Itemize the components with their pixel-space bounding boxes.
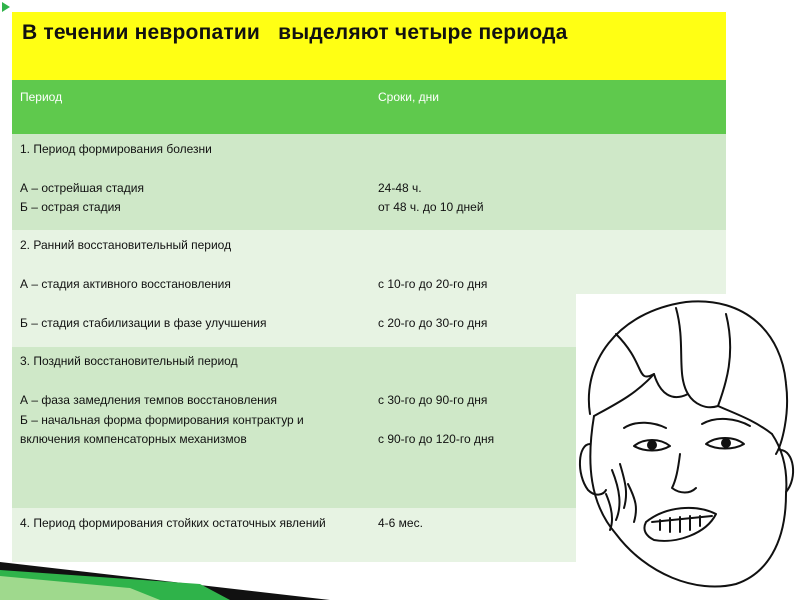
row3-title: 3. Поздний восстановительный период [20,354,238,368]
row4-duration: 4-6 мес. [378,516,423,530]
row1-duration-b: от 48 ч. до 10 дней [378,200,484,214]
row3-duration-b: с 90-го до 120-го дня [378,432,495,446]
row2-duration-a: с 10-го до 20-го дня [378,277,488,291]
table-row [12,134,726,230]
row2-stage-b: Б – стадия стабилизации в фазе улучшения [20,316,267,330]
row1-title: 1. Период формирования болезни [20,142,212,156]
header-period: Период [20,90,63,104]
row1-duration-a: 24-48 ч. [378,181,422,195]
table-header-row [12,80,726,134]
header-duration: Сроки, дни [378,90,439,104]
row2-title: 2. Ранний восстановительный период [20,238,232,252]
row3-stage-b: Б – начальная форма формирования контрактур и [20,413,304,427]
row3-stage-b-cont: включения компенсаторных механизмов [20,432,247,446]
row1-stage-b: Б – острая стадия [20,200,121,214]
row3-stage-a: А – фаза замедления темпов восстановления [20,393,277,407]
slide-title: В течении невропатии выделяют четыре периода [22,21,568,44]
row2-duration-b: с 20-го до 30-го дня [378,316,488,330]
title-bar [12,12,726,80]
decorative-wedge [0,540,330,600]
row3-duration-a: с 30-го до 90-го дня [378,393,488,407]
row1-stage-a: А – острейшая стадия [20,181,144,195]
row4-title: 4. Период формирования стойких остаточных явлений [20,516,326,530]
slide-bullet-icon [2,2,10,12]
row2-stage-a: А – стадия активного восстановления [20,277,231,291]
face-illustration-icon [576,294,800,600]
